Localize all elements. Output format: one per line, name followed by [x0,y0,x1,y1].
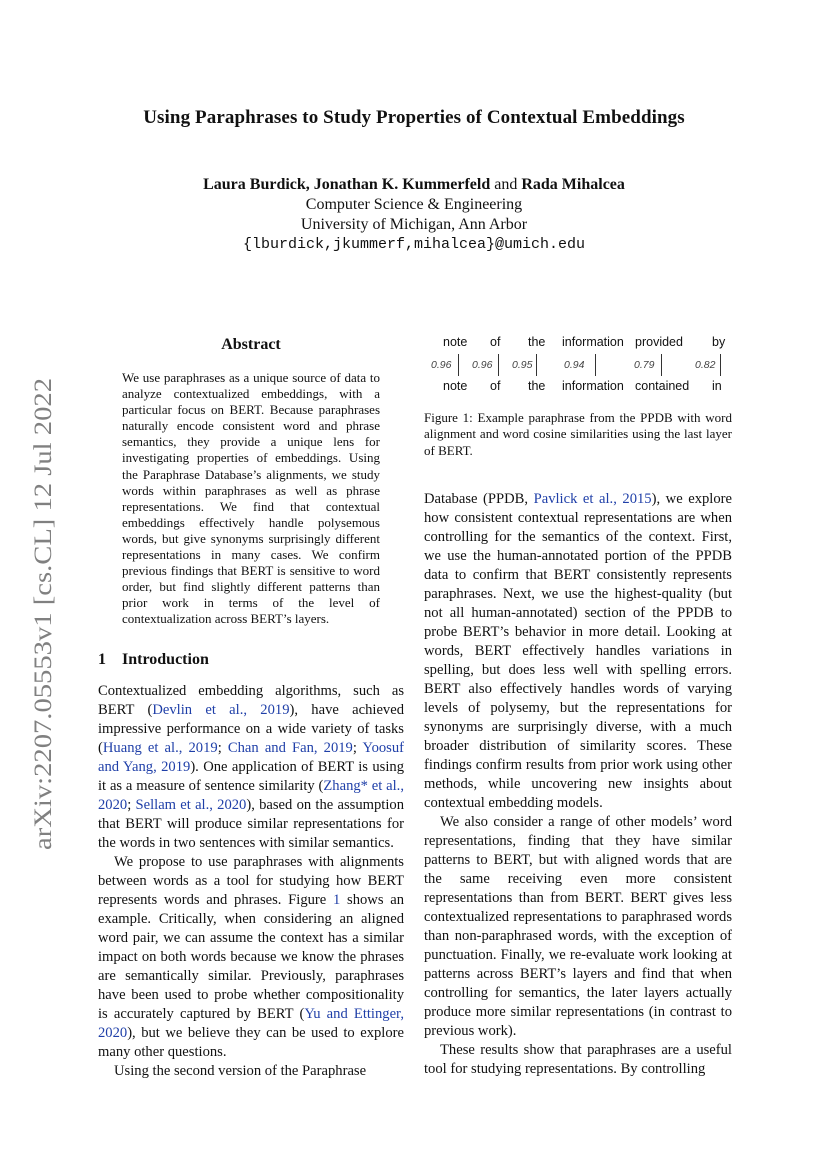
figure-alignment-bar [498,354,499,376]
figure-similarity: 0.94 [564,359,585,371]
figure-similarity: 0.95 [512,359,533,371]
section-heading-introduction [98,651,209,669]
figure-top-word: by [712,335,726,349]
figure-alignment-bar [536,354,537,376]
affiliation-univ: University of Michigan, Ann Arbor [300,216,528,233]
figure-top-word: the [528,335,546,349]
abstract-heading: Abstract [221,336,281,353]
arxiv-stamp [22,378,62,850]
arxiv-stamp-svg [22,378,62,850]
figure-similarity: 0.82 [695,359,716,371]
abstract-text: We use paraphrases as a unique source of data to analyze contextualized embeddings, with a particular focus on BERT. Because paraphrases naturally encode consistent word and phrase semantics, they provide a unique lens for investigating properties of embeddings. Using the Paraphrase Database’s alignments, we study words within paraphrases as well as phrase representations. We find that contextual embeddings effectively handle polysemous words, but give synonyms surprisingly different representations in many cases. We confirm previous findings that BERT is sensitive to word order, but find slightly different patterns than prior work in terms of the level of contextualization across BERT’s layers. [122,370,380,627]
right-column-body [424,490,732,1079]
paper-title: Using Paraphrases to Study Properties of Contextual Embeddings [143,107,685,128]
figure-alignment-bar [595,354,596,376]
section-heading-text: Introduction [122,651,209,668]
citation-zhang[interactable]: Zhang* et al., 2020 [98,778,404,813]
right-paragraph-3: These results show that paraphrases are a useful tool for studying representations. By controlling [424,1042,732,1077]
citation-yoosuf[interactable]: Yoosuf and Yang, 2019 [98,740,405,775]
figure-top-word: provided [635,335,683,349]
citation-sellam[interactable]: Sellam et al., 2020 [135,797,247,813]
figure-similarity: 0.96 [431,359,452,371]
figure-bottom-word: the [528,379,546,393]
author-block [0,175,828,255]
figure-alignment-bar [458,354,459,376]
right-paragraph-2: We also consider a range of other models’ word representations, finding that they have similar patterns to BERT, but with aligned words that are the same receiving even more consistent representations than from BERT. BERT gives less contextualized representations to paraphrased words than non-paraphrased words, with the exception of punctuation. Finally, we re-evaluate work looking at patterns across BERT’s layers and find that when controlling for semantics, the later layers actually produce more similar representations (in contrast to previous work). [424,814,732,1039]
figure-alignment-bar [661,354,662,376]
figure-1-caption: Figure 1: Example paraphrase from the PPDB with word alignment and word cosine similarities using the last layer of BERT. [424,410,732,458]
figure-reference[interactable]: 1 [333,892,341,908]
figure-bottom-word: note [443,379,468,393]
right-paragraph-1: Database (PPDB, Pavlick et al., 2015), we explore how consistent contextual representations are when controlling for the semantics of the context. First, we use the human-annotated portion of the PPDB data to confirm that BERT consistently represents paraphrases. Next, we use the highest-quality (but not all human-annotated) section of the PPDB to probe BERT’s behavior in more detail. Looking at words, BERT effectively handles variations in spelling, but does less well with spelling errors. BERT also effectively handles words of varying levels of polysemy, but the representations for synonyms are surprisingly diverse, with a much broader distribution of similarity scores. These findings confirm results from prior work using other methods, while uncovering new insights about contextual embedding models. [424,491,732,811]
author-names [0,175,828,195]
section-number: 1 [98,651,106,668]
figure-similarity: 0.79 [634,359,655,371]
figure-similarity: 0.96 [472,359,493,371]
affiliation-dept: Computer Science & Engineering [305,196,523,213]
intro-paragraph-2: We propose to use paraphrases with alignments between words as a tool for studying how BERT represents words and phrases. Figure 1 shows an example. Critically, when considering an aligned word pair, we can assume the context has a similar impact on both words because we know the phrases are semantically similar. Previously, paraphrases have been used to probe whether compositionality is accurately captured by BERT (Yu and Ettinger, 2020), but we believe they can be used to explore many other questions. [98,854,404,1060]
figure-top-word: of [490,335,501,349]
author-names-last: Rada Mihalcea [521,176,625,193]
intro-body [98,682,404,1081]
figure-top-word: information [562,335,624,349]
citation-pavlick[interactable]: Pavlick et al., 2015 [533,491,652,507]
figure-1 [424,334,734,398]
intro-paragraph-1: Contextualized embedding algorithms, such as BERT (Devlin et al., 2019), have achieved impressive performance on a wide variety of tasks (Huang et al., 2019; Chan and Fan, 2019; Yoosuf and Yang, 2019). One application of BERT is using it as a measure of sentence similarity (Zhang* et al., 2020; Sellam et al., 2020), based on the assumption that BERT will produce similar representations for the words in two sentences with similar semantics. [98,683,405,851]
figure-bottom-word: of [490,379,501,393]
figure-top-word: note [443,335,468,349]
author-names-first: Laura Burdick, Jonathan K. Kummerfeld [203,176,491,193]
figure-alignment-bar [720,354,721,376]
figure-bottom-word: in [712,379,722,393]
citation-devlin[interactable]: Devlin et al., 2019 [152,702,290,718]
citation-chan[interactable]: Chan and Fan, 2019 [227,740,353,756]
figure-bottom-word: contained [635,379,690,393]
figure-bottom-word: information [562,379,624,393]
arxiv-id-text: arXiv:2207.05553v1 [cs.CL] 12 Jul 2022 [30,437,57,850]
author-email: {lburdick,jkummerf,mihalcea}@umich.edu [242,236,586,253]
intro-paragraph-3: Using the second version of the Paraphrase [114,1063,367,1079]
citation-yu[interactable]: Yu and Ettinger, 2020 [98,1006,404,1041]
author-and: and [494,176,518,193]
citation-huang[interactable]: Huang et al., 2019 [102,740,218,756]
